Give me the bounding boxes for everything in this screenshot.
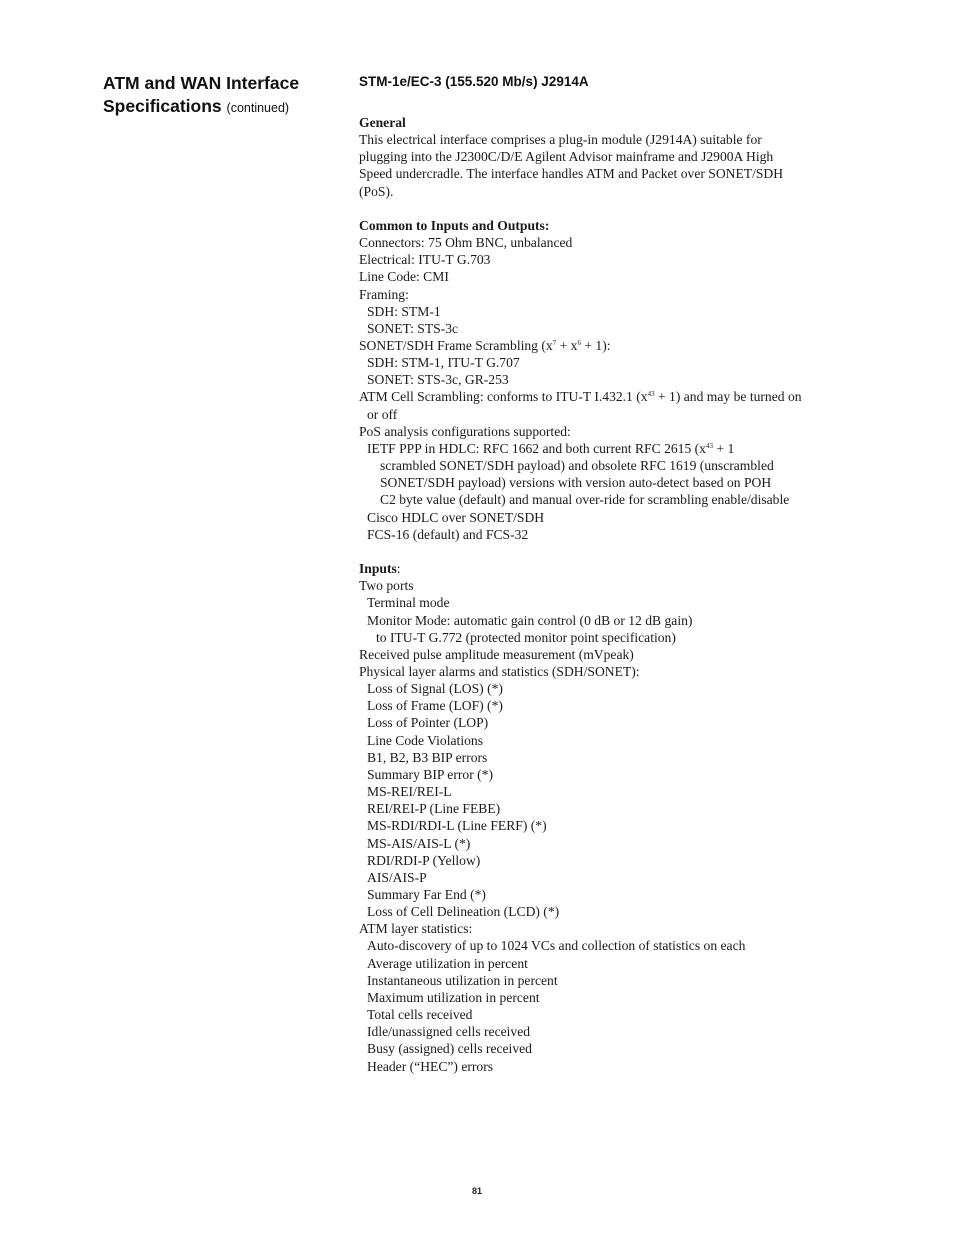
physical-layer-item: REI/REI-P (Line FEBE) <box>367 801 501 817</box>
common-heading: Common to Inputs and Outputs: <box>359 217 550 233</box>
framing-sonet: SONET: STS-3c <box>367 320 459 336</box>
ports-spec: Two ports <box>359 578 414 594</box>
pos-config-spec: PoS analysis configurations supported: <box>359 423 571 439</box>
ietf-ppp-cont: C2 byte value (default) and manual over-ride for scrambling enable/disable <box>380 492 790 508</box>
atm-layer-item: Average utilization in percent <box>367 955 528 971</box>
physical-layer-item: AIS/AIS-P <box>367 869 427 885</box>
section-title-line2 <box>103 95 333 120</box>
atm-layer-item: Maximum utilization in percent <box>367 989 540 1005</box>
physical-layer-item: B1, B2, B3 BIP errors <box>367 749 488 765</box>
general-section <box>359 114 859 200</box>
cisco-hdlc-spec: Cisco HDLC over SONET/SDH <box>367 509 545 525</box>
general-line: plugging into the J2300C/D/E Agilent Advisor mainframe and J2900A High <box>359 149 774 165</box>
atm-cell-scrambling-spec: ATM Cell Scrambling: conforms to ITU-T I.432.1 $(x^{43} + 1)$ and may be turned on <box>359 389 802 405</box>
connectors-spec: Connectors: 75 Ohm BNC, unbalanced <box>359 235 573 251</box>
physical-layer-item: Loss of Signal (LOS) (*) <box>367 681 503 697</box>
general-heading: General <box>359 115 406 130</box>
atm-layer-item: Total cells received <box>367 1007 473 1023</box>
line-code-spec: Line Code: CMI <box>359 269 449 285</box>
physical-layer-heading: Physical layer alarms and statistics (SDH/SONET): <box>359 663 640 679</box>
monitor-mode-cont: to ITU-T G.772 (protected monitor point specification) <box>376 629 676 645</box>
monitor-mode: Monitor Mode: automatic gain control (0 dB or 12 dB gain) <box>367 612 693 628</box>
page-number: 81 <box>471 1186 482 1196</box>
physical-layer-item: MS-REI/REI-L <box>367 784 452 800</box>
frame-scrambling-spec: SONET/SDH Frame Scrambling $(x^7 + x^6 + 1)$: <box>359 338 611 354</box>
ietf-ppp-cont: scrambled SONET/SDH payload) and obsolete RFC 1619 (unscrambled <box>380 458 774 474</box>
framing-sdh: SDH: STM-1 <box>367 303 441 319</box>
pulse-amplitude-spec: Received pulse amplitude measurement (mVpeak) <box>359 646 634 662</box>
common-section <box>359 217 859 543</box>
atm-layer-item: Busy (assigned) cells received <box>367 1041 532 1057</box>
section-title-specifications: Specifications <box>103 96 222 116</box>
ietf-ppp-cont: SONET/SDH payload) versions with version auto-detect based on POH <box>380 475 772 491</box>
general-line: This electrical interface comprises a plug-in module (J2914A) suitable for <box>359 132 762 148</box>
atm-cell-scrambling-cont: or off <box>367 406 398 422</box>
physical-layer-item: Summary BIP error (*) <box>367 766 493 782</box>
general-line: (PoS). <box>359 183 394 199</box>
physical-layer-item: Loss of Cell Delineation (LCD) (*) <box>367 904 560 920</box>
scrambling-sdh: SDH: STM-1, ITU-T G.707 <box>367 355 520 371</box>
physical-layer-item: MS-AIS/AIS-L (*) <box>367 835 471 851</box>
electrical-spec: Electrical: ITU-T G.703 <box>359 252 491 268</box>
physical-layer-item: Summary Far End (*) <box>367 887 486 902</box>
framing-spec: Framing: <box>359 286 409 302</box>
atm-layer-item: Auto-discovery of up to 1024 VCs and collection of statistics on each <box>367 938 746 954</box>
fcs-spec: FCS-16 (default) and FCS-32 <box>367 526 529 542</box>
continued-label: (continued) <box>226 101 290 115</box>
product-heading: STM-1e/EC-3 (155.520 Mb/s) J2914A <box>359 74 589 89</box>
ietf-ppp-spec: IETF PPP in HDLC: RFC 1662 and both current RFC 2615 ($x^{43} + 1$ <box>367 440 735 456</box>
spec-content <box>359 73 859 1075</box>
terminal-mode: Terminal mode <box>367 595 450 611</box>
physical-layer-item: MS-RDI/RDI-L (Line FERF) (*) <box>367 818 547 834</box>
section-title <box>103 72 333 120</box>
physical-layer-item: Loss of Pointer (LOP) <box>367 715 489 731</box>
section-title-line1: ATM and WAN Interface <box>103 73 300 93</box>
atm-layer-heading: ATM layer statistics: <box>359 921 473 937</box>
physical-layer-item: Loss of Frame (LOF) (*) <box>367 698 503 714</box>
physical-layer-item: RDI/RDI-P (Yellow) <box>367 852 481 868</box>
atm-layer-item: Header (“HEC”) errors <box>367 1058 494 1074</box>
atm-layer-item: Instantaneous utilization in percent <box>367 972 558 988</box>
general-line: Speed undercradle. The interface handles ATM and Packet over SONET/SDH <box>359 166 784 182</box>
inputs-section <box>359 560 859 1075</box>
atm-layer-item: Idle/unassigned cells received <box>367 1024 531 1040</box>
scrambling-sonet: SONET: STS-3c, GR-253 <box>367 372 509 388</box>
inputs-heading: Inputs: <box>359 561 401 577</box>
physical-layer-item: Line Code Violations <box>367 732 483 748</box>
